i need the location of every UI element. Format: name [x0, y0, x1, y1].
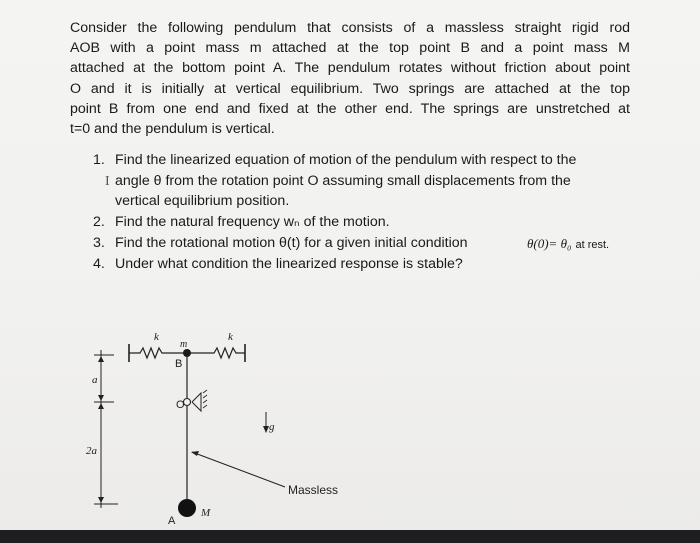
question-number: 1. — [93, 152, 105, 168]
question-text: Find the linearized equation of motion of the pendulum with respect to the — [115, 152, 577, 168]
initial-condition-expr: θ(0)= θ₀ — [527, 236, 572, 251]
pivot-label: O — [176, 399, 185, 411]
question-1-line-2: angle θ from the rotation point O assuming small displacements from the — [115, 173, 571, 189]
point-a-label: A — [168, 515, 176, 527]
intro-line: t=0 and the pendulum is vertical. — [70, 121, 275, 138]
intro-line: O and it is initially at vertical equilibrium. Two springs are attached at the top — [70, 80, 630, 97]
upper-length-label: a — [92, 374, 98, 386]
question-text: Under what condition the linearized response is stable? — [115, 256, 463, 272]
intro-line: Consider the following pendulum that consists of a massless straight rigid rod — [70, 20, 630, 36]
spring-left-label: k — [154, 331, 159, 343]
left-spring — [129, 348, 185, 358]
dimension-lines — [94, 350, 118, 508]
right-spring — [188, 348, 245, 358]
question-1-line-3: vertical equilibrium position. — [115, 193, 290, 209]
question-text: Find the rotational motion θ(t) for a given initial condition — [115, 235, 468, 251]
intro-line: point B from one end and fixed at the other end. The springs are unstretched at — [70, 100, 630, 117]
bottom-mass-label: M — [201, 507, 211, 519]
bottom-mass — [178, 499, 196, 517]
question-text: Find the natural frequency wₙ of the motion. — [115, 214, 390, 230]
gravity-label: g — [269, 421, 275, 433]
intro-line: attached at the bottom point A. The pendulum rotates without friction about point — [70, 60, 630, 77]
pivot-support-icon — [192, 390, 207, 411]
point-b-label: B — [175, 358, 183, 370]
lower-length-label: 2a — [86, 445, 97, 457]
initial-condition-note: at rest. — [575, 239, 610, 251]
massless-leader-arrow — [191, 451, 285, 487]
top-mass-label: m — [180, 339, 188, 350]
text-cursor-icon: I — [105, 174, 110, 189]
rod-label: Massless — [288, 483, 339, 497]
intro-line: AOB with a point mass m attached at the top point B and a point mass M — [70, 40, 630, 57]
spring-right-label: k — [228, 331, 233, 343]
top-mass — [183, 349, 191, 357]
question-number: 3. — [93, 235, 105, 251]
question-number: 4. — [93, 256, 105, 272]
question-number: 2. — [93, 214, 105, 230]
bottom-bar — [0, 530, 700, 543]
